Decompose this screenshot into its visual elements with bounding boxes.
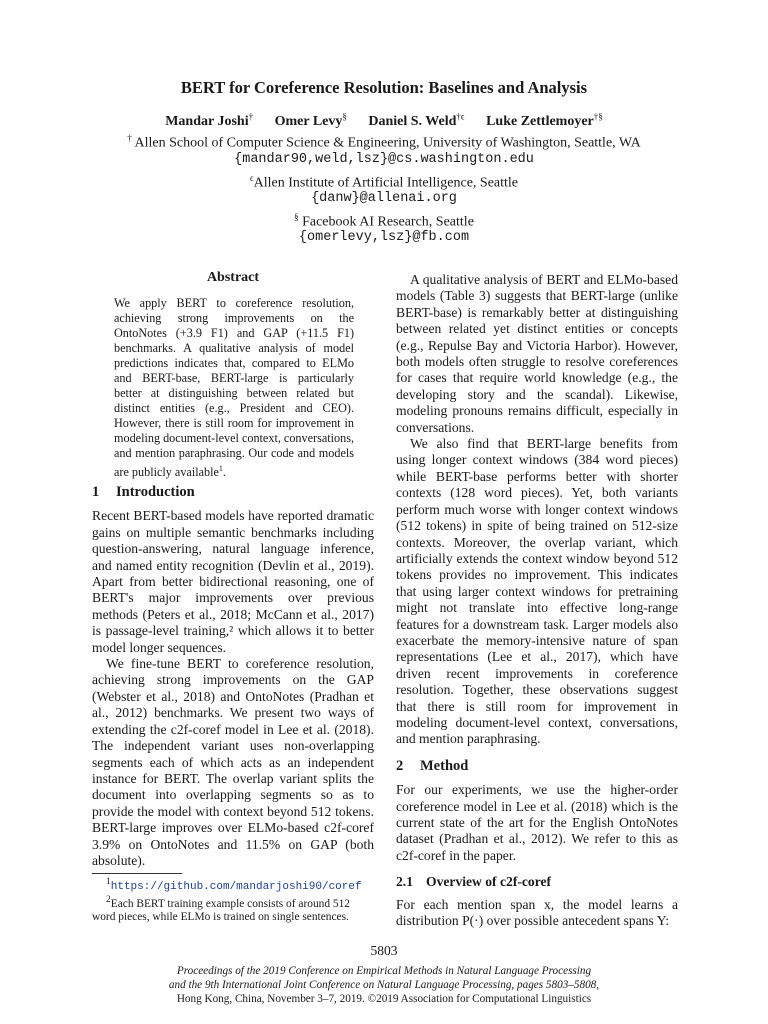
abstract-text: We apply BERT to coreference resolution, achieving strong improvements on the OntoNotes (+3.9 F1) and GAP (+11.5 F1) benchmarks. A qualitative analysis of model predictions indicates that, compared to ELMo and BERT-base, BERT-large is particularly better at distinguishing between related but distinct entities (e.g., President and CEO). However, there is still room for improvement in modeling document-level context, conversations, and mention paraphrasing. Our code and models are publicly available$^1$. [114, 296, 354, 480]
abstract-heading: Abstract [206, 270, 260, 285]
section-heading-method: 2 Method [396, 757, 469, 774]
affiliation: † Allen School of Computer Science & Engineering, University of Washington, Seattle, WA [127, 133, 641, 151]
footnote-link[interactable]: https://github.com/mandarjoshi90/coref [110, 880, 362, 893]
page-number: 5803 [370, 943, 398, 958]
footnote-1: $^1$https://github.com/mandarjoshi90/coref [106, 877, 362, 893]
intro-paragraph-2: We fine-tune BERT to coreference resolution, achieving strong improvements on the GAP (Webster et al., 2018) and OntoNotes (Pradhan et al., 2012) benchmarks. We present two ways of extending the c2f-coref model in Lee et al. (2018). The independent variant uses non-overlapping segments each of which acts as an independent instance for BERT. The overlap variant splits the document into overlapping segments so as to provide the model with context beyond 512 tokens. BERT-large improves over ELMo-based c2f-coref 3.9% on OntoNotes and 11.5% on GAP (both absolute). [92, 656, 374, 868]
author: Omer Levy§ [274, 111, 347, 129]
affiliation-email: {mandar90,weld,lsz}@cs.washington.edu [234, 152, 534, 167]
right-column [396, 272, 678, 929]
author-list [0, 111, 768, 130]
proceedings-footer: Proceedings of the 2019 Conference on Empirical Methods in Natural Language Processing and the 9th International Joint Conference on Natural Language Processing, pages 5803–5808, Hong Kong, China, November 3–7, 2019. ©2019 Association for Computational Linguistics [168, 965, 600, 1005]
right-paragraph-1: A qualitative analysis of BERT and ELMo-based models (Table 3) suggests that BERT-large (unlike BERT-base) is remarkably better at distinguishing between related yet distinct entities or concepts (e.g., Repulse Bay and Victoria Harbor). However, both models often struggle to resolve coreferences for cases that require world knowledge (e.g., the developing story and the scandal). Likewise, modeling pronouns remains difficult, especially in conversations. [396, 272, 678, 435]
affiliation: $^\epsilon$Allen Institute of Artificial Intelligence, Seattle [249, 173, 518, 191]
paper-title: BERT for Coreference Resolution: Baselines and Analysis [180, 78, 588, 97]
author: Daniel S. Weld$^{\dagger\epsilon}$ [368, 111, 465, 129]
footnote-rule [92, 873, 182, 874]
affiliation: § Facebook AI Research, Seattle [294, 212, 474, 230]
right-paragraph-2: We also find that BERT-large benefits from using longer context windows (384 word pieces) while BERT-base performs better with shorter contexts (128 word pieces). Yet, both variants perform much worse with longer context windows (512 tokens) in spite of being trained on 512-size contexts. Moreover, the overlap variant, which artificially extends the context window beyond 512 tokens provides no improvement. This indicates that using larger context windows for pretraining might not translate into effective long-range features for a downstream task. Larger models also exacerbate the memory-intensive nature of span representations (Lee et al., 2017), which have driven recent improvements in coreference resolution. Together, these observations suggest that there is still room for improvement in modeling document-level context, conversations, and mention paraphrasing. [396, 436, 678, 747]
left-column [92, 484, 374, 869]
affiliation-email: {omerlevy,lsz}@fb.com [298, 230, 470, 245]
subsection-heading: 2.1 Overview of c2f-coref [396, 874, 552, 890]
method-paragraph-1: For our experiments, we use the higher-order coreference model in Lee et al. (2018) which is the current state of the art for the English OntoNotes dataset (Pradhan et al., 2012). We refer to this as c2f-coref in the paper. [396, 782, 678, 863]
footnotes [92, 876, 374, 924]
section-heading-introduction: 1 Introduction [92, 484, 195, 500]
method-paragraph-2: For each mention span x, the model learns a distribution P(·) over possible antecedent spans Y: [396, 896, 678, 929]
intro-paragraph-1: Recent BERT-based models have reported dramatic gains on multiple semantic benchmarks including question-answering, natural language inference, and named entity recognition (Devlin et al., 2019). Apart from better bidirectional reasoning, one of BERT's major improvements over previous methods (Peters et al., 2018; McCann et al., 2017) is passage-level training,² which allows it to better model longer sequences. [92, 508, 374, 655]
affiliation-email: {danw}@allenai.org [311, 191, 457, 206]
author: Mandar Joshi† [165, 111, 254, 129]
footnote-2: $^2$Each BERT training example consists of around 512 word pieces, while ELMo is trained on single sentences. [92, 894, 350, 923]
author: Luke Zettlemoyer†§ [486, 111, 603, 129]
